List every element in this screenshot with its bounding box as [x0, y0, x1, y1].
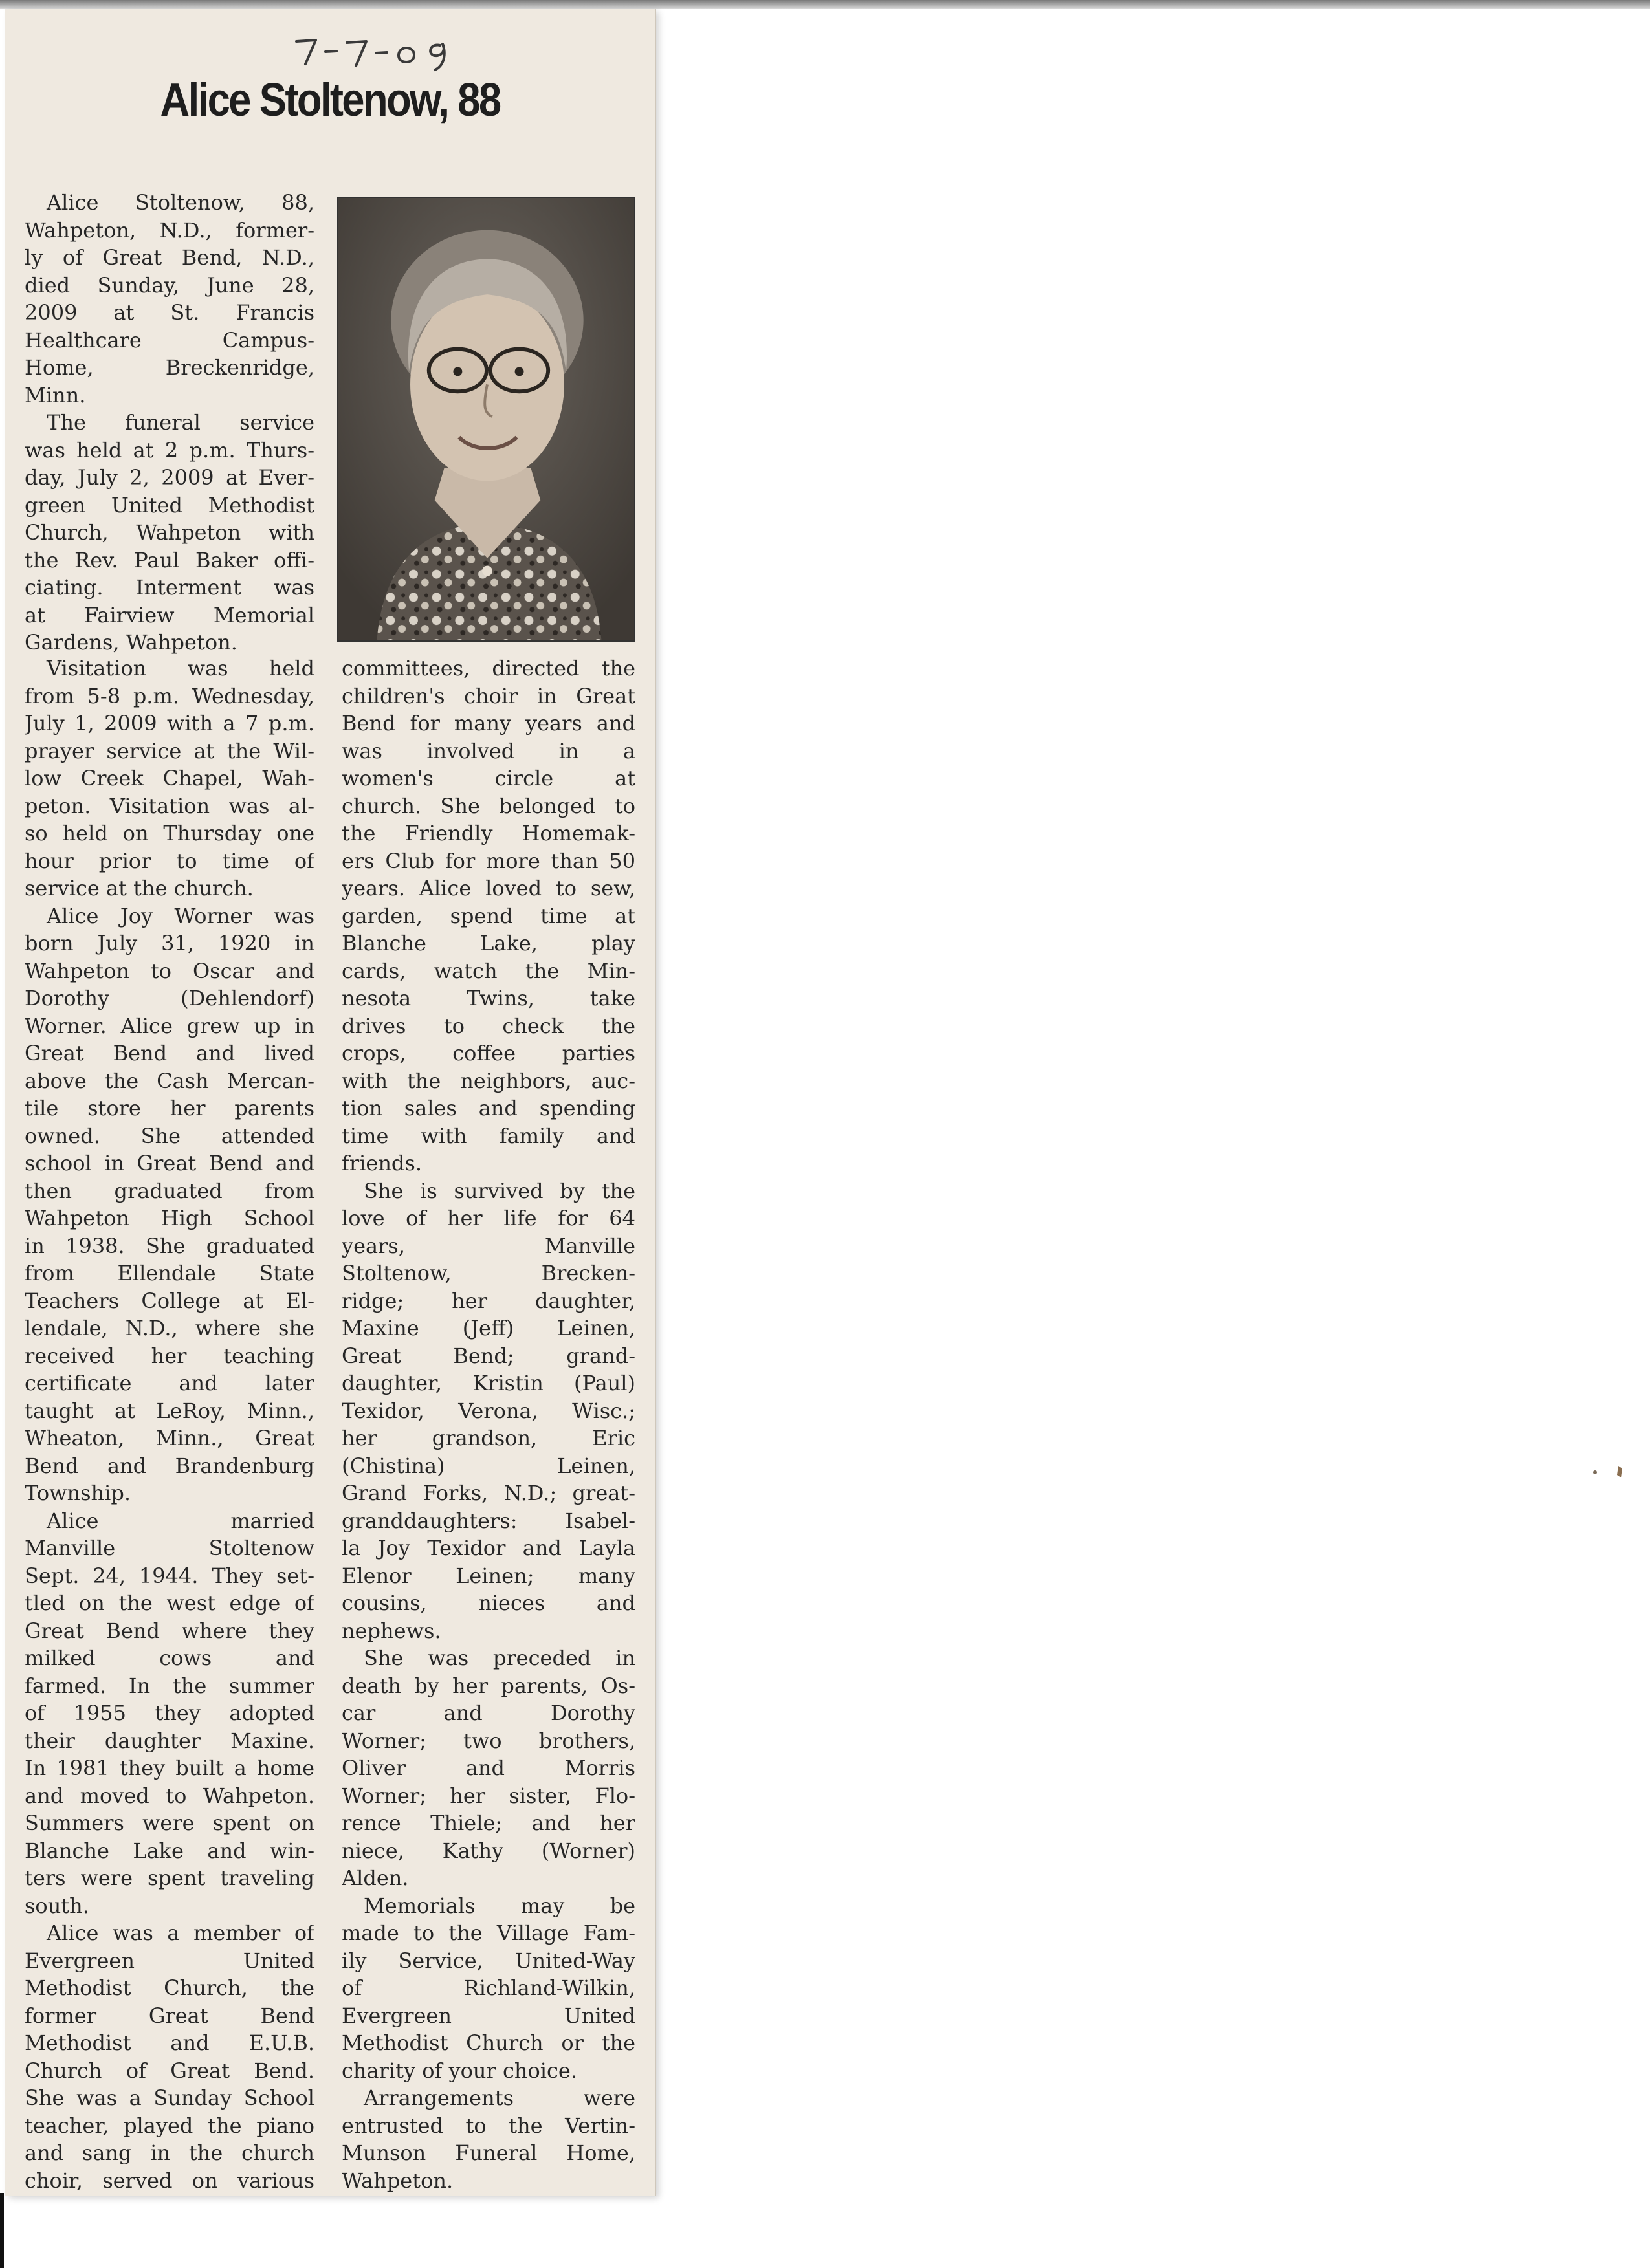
text-line: rence Thiele; and her: [342, 1811, 635, 1835]
text-line: Wahpeton to Oscar and: [25, 958, 314, 983]
text-line: love of her life for 64: [342, 1206, 635, 1230]
text-line: Oliver and Morris: [342, 1756, 635, 1780]
text-line: owned. She attended: [25, 1123, 314, 1148]
text-line: Sept. 24, 1944. They set-: [25, 1563, 314, 1588]
text-line: July 1, 2009 with a 7 p.m.: [25, 711, 314, 736]
text-line: friends.: [342, 1151, 422, 1175]
text-line: Bend for many years and: [342, 711, 635, 736]
text-line: born July 31, 1920 in: [25, 931, 314, 955]
text-line: died Sunday, June 28,: [25, 272, 314, 298]
handwritten-date: [290, 28, 458, 74]
text-line: received her teaching: [25, 1343, 314, 1368]
text-line: the Friendly Homemak-: [342, 821, 635, 845]
text-line: then graduated from: [25, 1178, 314, 1203]
text-line: Great Bend where they: [25, 1618, 314, 1643]
text-line: school in Great Bend and: [25, 1151, 314, 1175]
text-line: the Rev. Paul Baker offi-: [25, 547, 314, 572]
text-line: at Fairview Memorial: [25, 602, 314, 627]
text-line: Visitation was held: [47, 656, 314, 681]
text-line: daughter, Kristin (Paul): [342, 1371, 635, 1395]
text-line: Memorials may be: [364, 1893, 635, 1918]
text-line: taught at LeRoy, Minn.,: [25, 1398, 314, 1423]
text-line: Alice Stoltenow, 88,: [47, 190, 314, 215]
text-line: Evergreen United: [25, 1948, 314, 1973]
text-line: hour prior to time of: [25, 848, 314, 873]
text-line: and moved to Wahpeton.: [25, 1783, 314, 1808]
text-line: south.: [25, 1893, 89, 1918]
text-line: death by her parents, Os-: [342, 1673, 635, 1698]
text-line: Blanche Lake, play: [342, 931, 635, 955]
text-line: Township.: [25, 1481, 131, 1505]
text-line: granddaughters: Isabel-: [342, 1508, 635, 1533]
text-line: garden, spend time at: [342, 903, 635, 928]
text-line: Home, Breckenridge,: [25, 355, 314, 380]
text-line: Summers were spent on: [25, 1811, 314, 1835]
text-line: church. She belonged to: [342, 793, 635, 818]
text-line: was held at 2 p.m. Thurs-: [25, 437, 314, 463]
text-line: Maxine (Jeff) Leinen,: [342, 1316, 635, 1340]
text-line: above the Cash Mercan-: [25, 1068, 314, 1093]
text-line: of 1955 they adopted: [25, 1701, 314, 1725]
text-line: Alden.: [342, 1866, 409, 1890]
text-line: ly of Great Bend, N.D.,: [25, 245, 314, 270]
text-line: their daughter Maxine.: [25, 1728, 314, 1753]
text-line: and sang in the church: [25, 2141, 314, 2165]
text-line: years, Manville: [342, 1233, 635, 1258]
text-line: farmed. In the summer: [25, 1673, 314, 1698]
portrait-photo: [337, 197, 635, 642]
text-line: with the neighbors, auc-: [342, 1068, 635, 1093]
text-line: Evergreen United: [342, 2003, 635, 2028]
text-line: Texidor, Verona, Wisc.;: [342, 1398, 635, 1423]
text-line: Methodist and E.U.B.: [25, 2031, 314, 2055]
text-line: Stoltenow, Brecken-: [342, 1261, 635, 1285]
text-line: Teachers College at El-: [25, 1288, 314, 1313]
text-line: Dorothy (Dehlendorf): [25, 986, 314, 1010]
text-line: car and Dorothy: [342, 1701, 635, 1725]
text-line: time with family and: [342, 1123, 635, 1148]
text-line: Church of Great Bend.: [25, 2058, 314, 2083]
text-line: children's choir in Great: [342, 683, 635, 708]
text-line: years. Alice loved to sew,: [342, 876, 635, 900]
text-line: Wahpeton, N.D., former-: [25, 217, 314, 243]
text-line: prayer service at the Wil-: [25, 738, 314, 763]
text-line: her grandson, Eric: [342, 1426, 635, 1450]
text-line: milked cows and: [25, 1646, 314, 1670]
text-line: ers Club for more than 50: [342, 848, 635, 873]
text-line: Methodist Church or the: [342, 2031, 635, 2055]
text-line: She was a Sunday School: [25, 2086, 314, 2110]
text-line: green United Methodist: [25, 492, 314, 518]
text-line: tile store her parents: [25, 1096, 314, 1120]
obituary-column-left-top: [25, 189, 314, 657]
text-line: Alice married: [47, 1508, 314, 1533]
text-line: The funeral service: [47, 410, 314, 435]
text-line: women's circle at: [342, 766, 635, 791]
text-line: choir, served on various: [25, 2168, 314, 2193]
text-line: la Joy Texidor and Layla: [342, 1536, 635, 1560]
handwritten-date-drawing: [290, 28, 458, 74]
text-line: Great Bend; grand-: [342, 1343, 635, 1368]
text-line: ridge; her daughter,: [342, 1288, 635, 1313]
text-line: cousins, nieces and: [342, 1591, 635, 1615]
text-line: Wheaton, Minn., Great: [25, 1426, 314, 1450]
text-line: peton. Visitation was al-: [25, 793, 314, 818]
text-line: niece, Kathy (Worner): [342, 1838, 635, 1863]
text-line: Grand Forks, N.D.; great-: [342, 1481, 635, 1505]
text-line: made to the Village Fam-: [342, 1921, 635, 1945]
text-line: Church, Wahpeton with: [25, 520, 314, 545]
text-line: Worner; her sister, Flo-: [342, 1783, 635, 1808]
text-line: Methodist Church, the: [25, 1976, 314, 2000]
text-line: certificate and later: [25, 1371, 314, 1395]
newspaper-clipping: [5, 9, 655, 2196]
text-line: Arrangements were: [364, 2086, 635, 2110]
text-line: Gardens, Wahpeton.: [25, 630, 237, 655]
text-line: Worner. Alice grew up in: [25, 1013, 314, 1038]
text-line: nesota Twins, take: [342, 986, 635, 1010]
text-line: former Great Bend: [25, 2003, 314, 2028]
text-line: drives to check the: [342, 1013, 635, 1038]
scan-edge-left: [0, 2193, 4, 2268]
text-line: tled on the west edge of: [25, 1591, 314, 1615]
text-line: ciating. Interment was: [25, 575, 314, 600]
text-line: nephews.: [342, 1618, 441, 1643]
text-line: Worner; two brothers,: [342, 1728, 635, 1753]
text-line: 2009 at St. Francis: [25, 300, 314, 325]
text-line: service at the church.: [25, 876, 254, 900]
text-line: so held on Thursday one: [25, 821, 314, 845]
text-line: in 1938. She graduated: [25, 1233, 314, 1258]
text-line: crops, coffee parties: [342, 1041, 635, 1065]
scan-edge-top: [0, 0, 1650, 9]
obituary-column-right: [342, 655, 635, 2194]
text-line: committees, directed the: [342, 656, 635, 681]
text-line: low Creek Chapel, Wah-: [25, 766, 314, 791]
text-line: from 5-8 p.m. Wednesday,: [25, 683, 314, 708]
text-line: Manville Stoltenow: [25, 1536, 314, 1560]
text-line: lendale, N.D., where she: [25, 1316, 314, 1340]
text-line: ters were spent traveling: [25, 1866, 314, 1890]
text-line: Alice was a member of: [47, 1921, 314, 1945]
text-line: Blanche Lake and win-: [25, 1838, 314, 1863]
scan-speck: [1589, 1462, 1634, 1481]
text-line: Alice Joy Worner was: [47, 903, 314, 928]
obituary-column-left-bottom: [25, 655, 314, 2194]
text-line: Munson Funeral Home,: [342, 2141, 635, 2165]
text-line: In 1981 they built a home: [25, 1756, 314, 1780]
text-line: day, July 2, 2009 at Ever-: [25, 465, 314, 490]
text-line: Wahpeton.: [342, 2168, 454, 2193]
text-line: cards, watch the Min-: [342, 958, 635, 983]
text-line: was involved in a: [342, 738, 635, 763]
text-line: entrusted to the Vertin-: [342, 2113, 635, 2138]
text-line: Wahpeton High School: [25, 1206, 314, 1230]
text-line: Elenor Leinen; many: [342, 1563, 635, 1588]
text-line: tion sales and spending: [342, 1096, 635, 1120]
text-line: of Richland-Wilkin,: [342, 1976, 635, 2000]
text-line: teacher, played the piano: [25, 2113, 314, 2138]
text-line: ily Service, United-Way: [342, 1948, 635, 1973]
text-line: Minn.: [25, 382, 86, 408]
text-line: charity of your choice.: [342, 2058, 578, 2083]
text-line: from Ellendale State: [25, 1261, 314, 1285]
text-line: Bend and Brandenburg: [25, 1453, 314, 1478]
text-line: (Chistina) Leinen,: [342, 1453, 635, 1478]
text-line: She was preceded in: [364, 1646, 635, 1670]
obituary-headline: Alice Stoltenow, 88: [160, 74, 500, 126]
text-line: Healthcare Campus-: [25, 327, 314, 353]
text-line: Great Bend and lived: [25, 1041, 314, 1065]
text-line: She is survived by the: [364, 1178, 635, 1203]
